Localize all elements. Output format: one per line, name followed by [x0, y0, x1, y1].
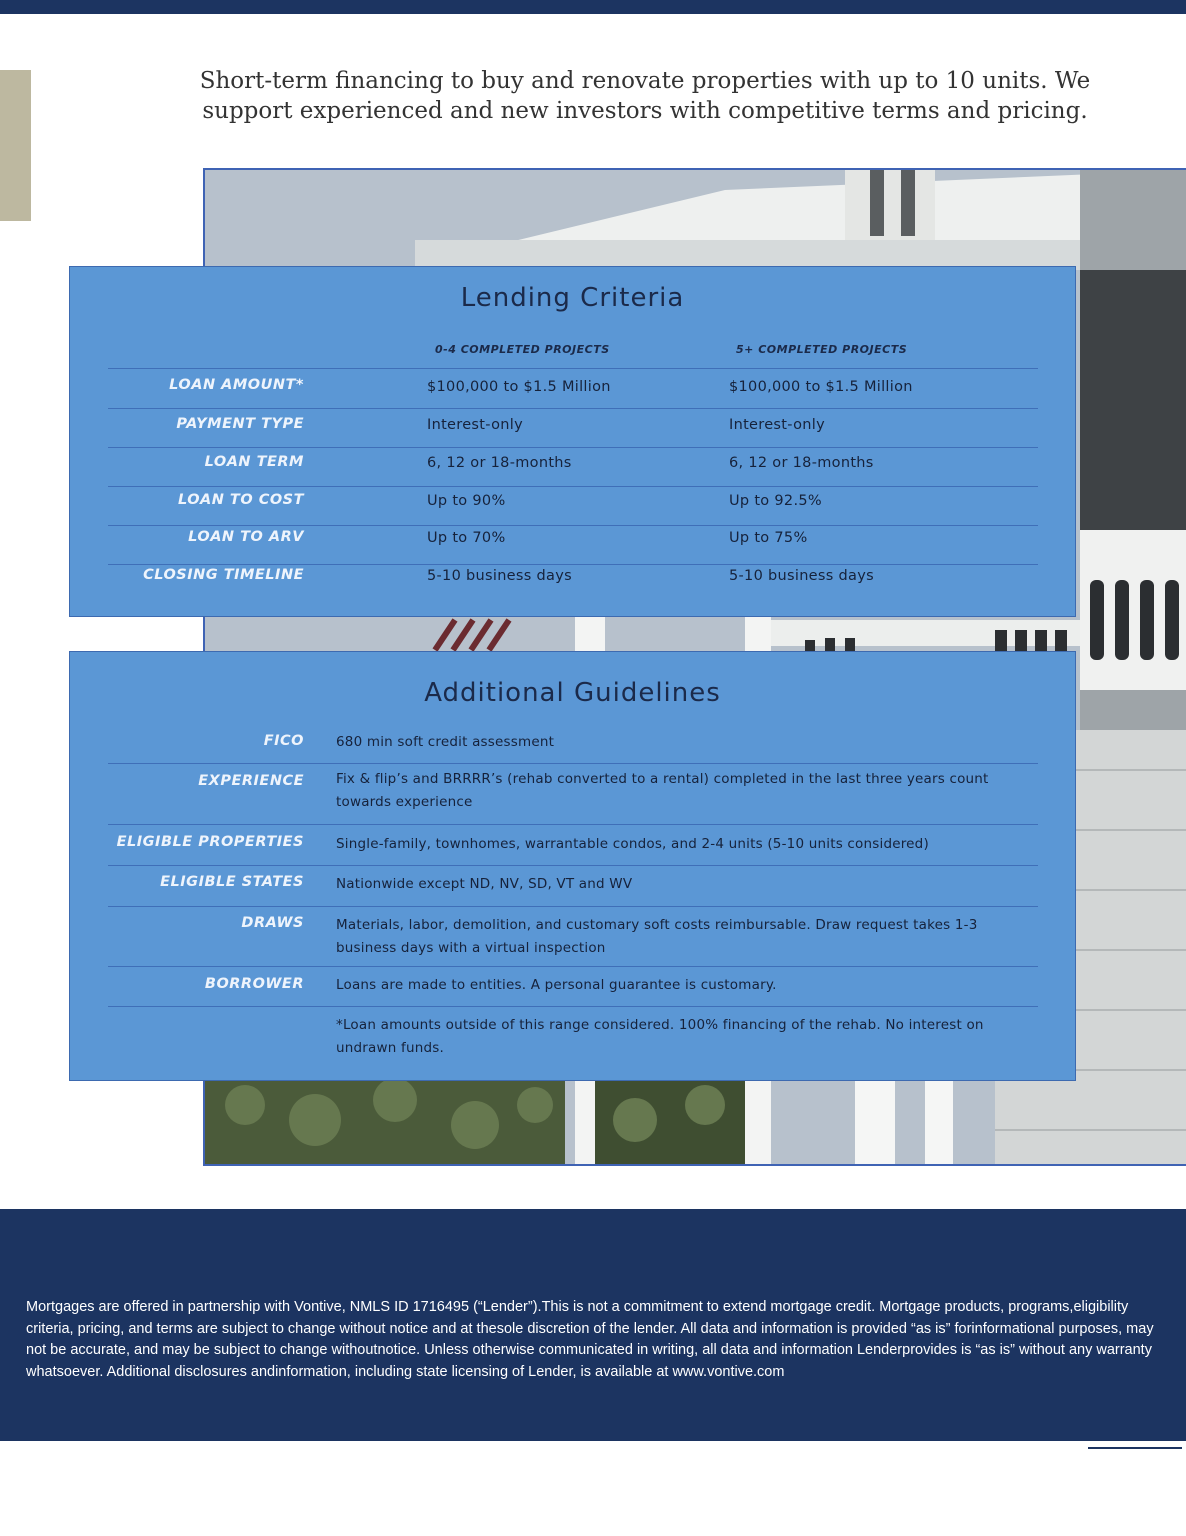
criteria-value-loan-amount-0-4: $100,000 to $1.5 Million	[427, 379, 611, 395]
additional-guidelines-panel	[69, 651, 1076, 1081]
additional-guidelines-title: Additional Guidelines	[424, 678, 721, 708]
footer-disclaimer: Mortgages are offered in partnership with Vontive, NMLS ID 1716495 (“Lender”).This is not a commitment to extend mortgage credit. Mortgage products, programs,eligibility criteria, pricing, and terms are subject to change without notice and at thesole discretion of the lender. All data and information is provided “as is” forinformational purposes, may not be accurate, and may be subject to change withoutnotice. Unless otherwise communicated in writing, all data and information Lenderprovides is “as is” without any warranty whatsoever. Additional disclosures andinformation, including state licensing of Lender, is available at www.vontive.com	[26, 1299, 1154, 1380]
guideline-footnote: *Loan amounts outside of this range considered. 100% financing of the rehab. No interest on undrawn funds.	[336, 1017, 984, 1056]
row-divider	[108, 408, 1038, 409]
guideline-value-eligible-properties: Single-family, townhomes, warrantable condos, and 2-4 units (5-10 units considered)	[336, 836, 929, 852]
criteria-value-payment-type-5-plus: Interest-only	[729, 417, 825, 433]
criteria-label-payment-type: PAYMENT TYPE	[176, 416, 304, 432]
row-divider	[108, 966, 1038, 967]
guideline-label-borrower: BORROWER	[204, 976, 304, 992]
row-divider	[108, 824, 1038, 825]
guideline-value-draws: Materials, labor, demolition, and customary soft costs reimbursable. Draw request takes 1-3 business days with a virtual inspection	[336, 917, 978, 956]
criteria-value-loan-to-arv-5-plus: Up to 75%	[729, 530, 808, 546]
guideline-value-experience: Fix & flip’s and BRRRR’s (rehab converted to a rental) completed in the last three years count towards experience	[336, 771, 989, 810]
intro-line-1: Short-term financing to buy and renovate properties with up to 10 units. We	[199, 68, 1091, 94]
criteria-value-loan-to-arv-0-4: Up to 70%	[427, 530, 506, 546]
intro-text	[150, 66, 1140, 126]
row-divider	[108, 865, 1038, 866]
criteria-label-loan-to-cost: LOAN TO COST	[177, 492, 304, 508]
criteria-value-payment-type-0-4: Interest-only	[427, 417, 523, 433]
row-divider	[108, 564, 1038, 565]
guideline-value-eligible-states: Nationwide except ND, NV, SD, VT and WV	[336, 876, 633, 892]
criteria-label-loan-term: LOAN TERM	[204, 454, 304, 470]
criteria-value-closing-timeline-5-plus: 5-10 business days	[729, 568, 874, 584]
top-bar	[0, 0, 1186, 14]
criteria-value-loan-to-cost-5-plus: Up to 92.5%	[729, 493, 822, 509]
guideline-label-experience: EXPERIENCE	[198, 773, 304, 789]
criteria-value-closing-timeline-0-4: 5-10 business days	[427, 568, 572, 584]
column-header-0-4: 0-4 COMPLETED PROJECTS	[435, 343, 610, 356]
row-divider	[108, 906, 1038, 907]
row-divider	[108, 486, 1038, 487]
criteria-value-loan-amount-5-plus: $100,000 to $1.5 Million	[729, 379, 913, 395]
criteria-value-loan-to-cost-0-4: Up to 90%	[427, 493, 506, 509]
lending-criteria-title: Lending Criteria	[460, 283, 685, 313]
criteria-label-loan-to-arv: LOAN TO ARV	[188, 529, 304, 545]
row-divider	[108, 447, 1038, 448]
criteria-value-loan-term-5-plus: 6, 12 or 18-months	[729, 455, 874, 471]
row-divider	[108, 763, 1038, 764]
intro-line-2: support experienced and new investors with competitive terms and pricing.	[202, 98, 1088, 124]
criteria-label-loan-amount: LOAN AMOUNT*	[169, 377, 304, 393]
guideline-value-fico: 680 min soft credit assessment	[336, 734, 555, 750]
row-divider	[108, 368, 1038, 369]
guideline-value-borrower: Loans are made to entities. A personal guarantee is customary.	[336, 977, 777, 993]
row-divider	[108, 525, 1038, 526]
guideline-label-eligible-properties: ELIGIBLE PROPERTIES	[116, 834, 304, 850]
guideline-label-fico: FICO	[263, 733, 304, 749]
side-accent-tab	[0, 70, 31, 221]
row-divider	[108, 1006, 1038, 1007]
guideline-label-draws: DRAWS	[241, 915, 304, 931]
criteria-value-loan-term-0-4: 6, 12 or 18-months	[427, 455, 572, 471]
criteria-label-closing-timeline: CLOSING TIMELINE	[143, 567, 304, 583]
bottom-rule	[1088, 1447, 1182, 1449]
column-header-5-plus: 5+ COMPLETED PROJECTS	[736, 343, 908, 356]
lending-criteria-panel	[69, 266, 1076, 617]
guideline-label-eligible-states: ELIGIBLE STATES	[160, 874, 304, 890]
